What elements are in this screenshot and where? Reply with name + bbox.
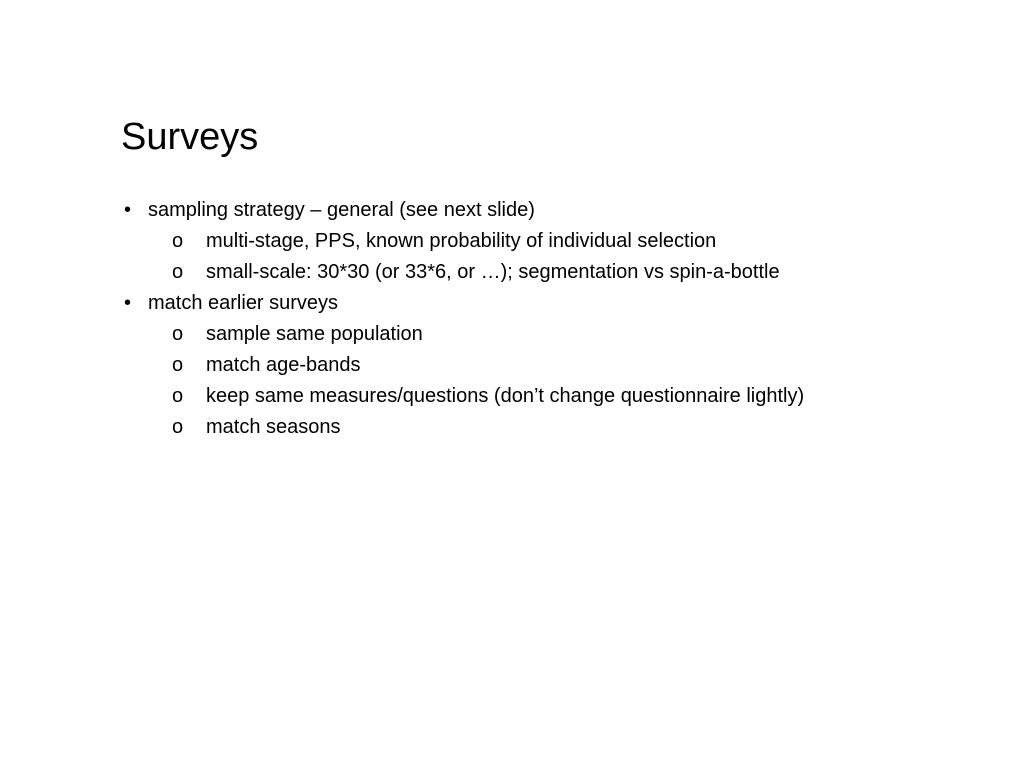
sub-bullet-text: keep same measures/questions (don’t change questionnaire lightly) xyxy=(206,385,805,407)
bullet-item xyxy=(121,195,804,226)
sub-bullet-text: sample same population xyxy=(206,323,423,345)
sub-bullet-marker: o xyxy=(172,416,184,438)
sub-bullet-marker: o xyxy=(172,323,184,345)
sub-bullet-item xyxy=(121,319,804,350)
sub-bullet-marker: o xyxy=(172,230,184,252)
sub-bullet-item xyxy=(121,412,804,443)
bullet-text: match earlier surveys xyxy=(148,292,339,314)
sub-bullet-item xyxy=(121,226,804,257)
sub-bullet-text: multi-stage, PPS, known probability of individual selection xyxy=(206,230,717,252)
slide-title: Surveys xyxy=(121,116,259,158)
sub-bullet-marker: o xyxy=(172,385,184,407)
sub-bullet-text: match seasons xyxy=(206,416,341,438)
bullet-item xyxy=(121,288,804,319)
sub-bullet-marker: o xyxy=(172,354,184,376)
sub-bullet-item xyxy=(121,350,804,381)
bullet-marker: • xyxy=(124,199,132,221)
bullet-marker: • xyxy=(124,292,132,314)
sub-bullet-item xyxy=(121,381,804,412)
sub-bullet-text: small-scale: 30*30 (or 33*6, or …); segmentation vs spin-a-bottle xyxy=(206,261,780,283)
sub-bullet-text: match age-bands xyxy=(206,354,361,376)
sub-bullet-marker: o xyxy=(172,261,184,283)
sub-bullet-item xyxy=(121,257,804,288)
bullet-list xyxy=(121,195,804,443)
bullet-text: sampling strategy – general (see next slide) xyxy=(148,199,535,221)
